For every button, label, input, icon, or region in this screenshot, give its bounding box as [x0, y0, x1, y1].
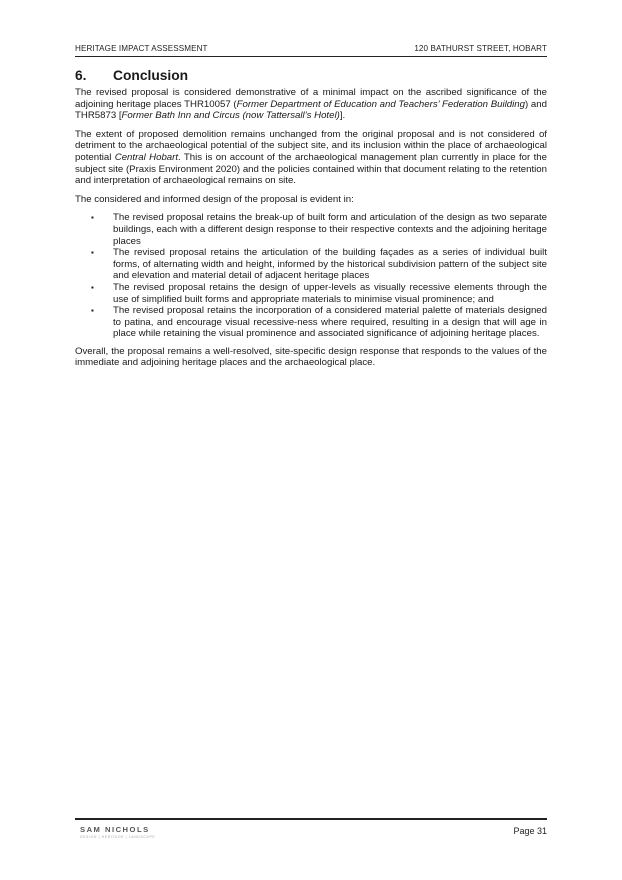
paragraph-3: The considered and informed design of the proposal is evident in:: [75, 193, 354, 205]
header-right: 120 BATHURST STREET, HOBART: [414, 44, 547, 53]
logo-name: SAM NICHOLS: [80, 825, 150, 834]
page-header: [75, 44, 547, 53]
para1-text-e: ].: [339, 110, 346, 122]
paragraph-4: Overall, the proposal remains a well-resolved, site-specific design response that responds to the values of the immediate and adjoining heritage places and the archaeological place.: [75, 345, 547, 369]
bullet-icon: ▪: [91, 248, 94, 258]
company-logo: [80, 825, 155, 839]
bullet-list: [75, 212, 547, 340]
list-item: [75, 305, 547, 340]
main-content: [75, 68, 547, 376]
list-item-text: The revised proposal retains the articulation of the building façades as a series of individual built forms, of alternating width and height, informed by the historical subdivision pattern of the subject site and elevation and material detail of adjacent heritage places: [113, 247, 547, 282]
bullet-icon: ▪: [91, 306, 94, 316]
para1-text-a: The revised proposal is considered demonstrative of a minimal impact on the ascribed significance of the adjoining heritage places THR10057 (: [75, 87, 547, 110]
logo-tagline: DESIGN | HERITAGE | LANDSCAPE: [80, 835, 156, 839]
list-item: [75, 212, 547, 247]
header-left: HERITAGE IMPACT ASSESSMENT: [75, 44, 208, 53]
list-item-text: The revised proposal retains the design of upper-levels as visually recessive elements through the use of simplified built forms and appropriate materials to minimise visual prominence; and: [113, 281, 547, 305]
para2-text-a: The extent of proposed demolition remains unchanged from the original proposal and is not considered of detriment to the archaeological potential of the subject site, and its inclusion within the place of archaeological potential: [75, 128, 547, 163]
para1-italic-b: Former Department of Education and Teachers’ Federation Building: [236, 98, 525, 110]
page-number: Page 31: [513, 826, 547, 836]
section-number: 6.: [75, 68, 87, 83]
section-heading: [75, 68, 547, 83]
list-item-text: The revised proposal retains the break-up of built form and articulation of the design as two separate buildings, each with a different design response to their respective contexts and the adjoining heritage places: [113, 212, 547, 247]
list-item: [75, 247, 547, 282]
list-item: [75, 282, 547, 305]
list-item-text: The revised proposal retains the incorporation of a considered material palette of materials designed to patina, and encourage visual recessive-ness where required, resulting in a design that will age in place while retaining the visual prominence and associated significance of adjoining heritage places.: [113, 305, 547, 340]
paragraph-2: [75, 129, 547, 187]
bullet-icon: ▪: [91, 213, 94, 223]
header-divider: [75, 56, 547, 57]
para2-text-c: . This is on account of the archaeological management plan currently in place for the subject site (Praxis Environment 2020) and the policies contained within that document relating to the retention and interpretation of archaeological remains on site.: [75, 151, 547, 187]
paragraph-1: [75, 87, 547, 122]
bullet-icon: ▪: [91, 282, 94, 292]
para1-text-c: ) and THR5873 [: [75, 98, 547, 122]
section-title: Conclusion: [113, 68, 189, 83]
footer-divider: [75, 818, 547, 820]
para2-italic-b: Central Hobart: [114, 151, 179, 163]
para1-italic-d: Former Bath Inn and Circus (now Tattersall’s Hotel): [121, 110, 340, 122]
